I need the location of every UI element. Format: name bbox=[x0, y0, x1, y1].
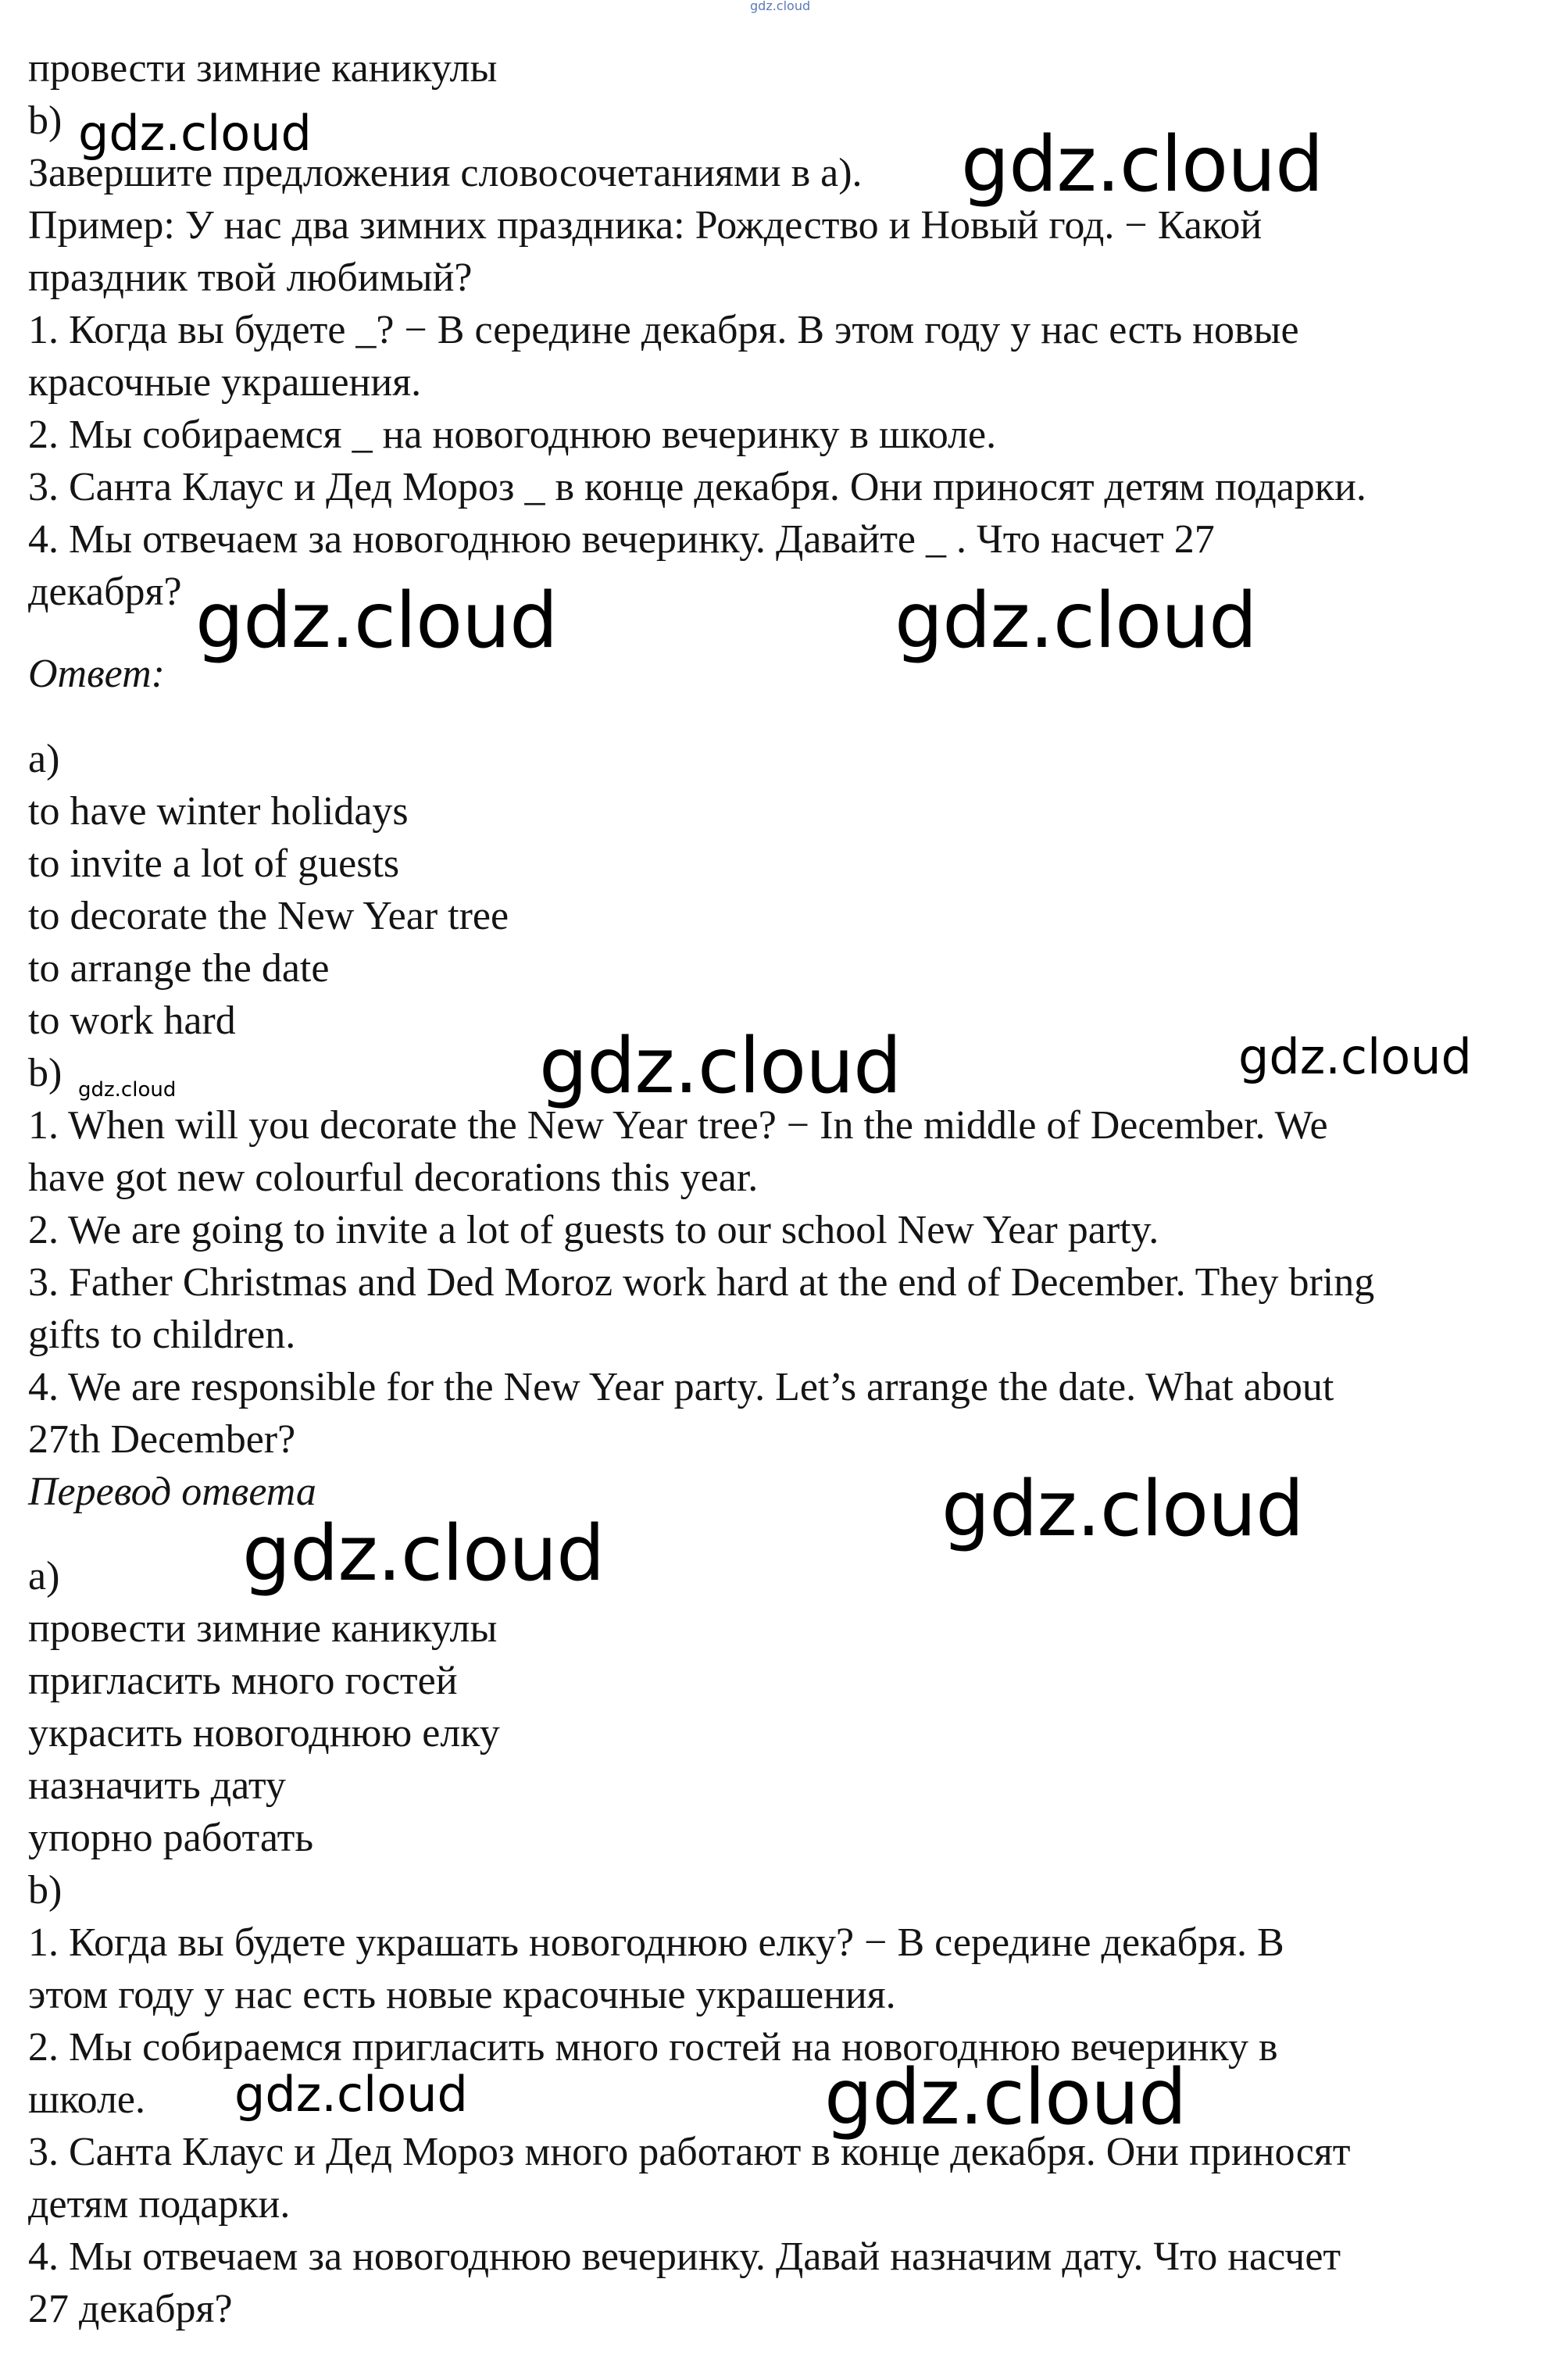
translation-t2-line2: школе. bbox=[28, 2077, 146, 2122]
watermark: gdz.cloud bbox=[961, 120, 1323, 209]
answer-a-item: to invite a lot of guests bbox=[28, 841, 400, 886]
answer-b1-line1: 1. When will you decorate the New Year tree? − In the middle of December. We bbox=[28, 1103, 1328, 1148]
translation-t2-line1: 2. Мы собираемся пригласить много гостей на новогоднюю вечеринку в bbox=[28, 2025, 1278, 2070]
translation-a-item: украсить новогоднюю елку bbox=[28, 1711, 500, 1756]
answer-a-item: to arrange the date bbox=[28, 946, 330, 991]
translation-a-item: провести зимние каникулы bbox=[28, 1606, 498, 1651]
task-q3: 3. Санта Клаус и Дед Мороз _ в конце декабря. Они приносят детям подарки. bbox=[28, 465, 1366, 509]
translation-a-item: назначить дату bbox=[28, 1763, 286, 1808]
watermark: gdz.cloud bbox=[1238, 1028, 1472, 1085]
translation-t3-line1: 3. Санта Клаус и Дед Мороз много работают в конце декабря. Они приносят bbox=[28, 2130, 1351, 2174]
task-q2: 2. Мы собираемся _ на новогоднюю вечеринку в школе. bbox=[28, 413, 997, 457]
translation-t3-line2: детям подарки. bbox=[28, 2182, 291, 2227]
watermark: gdz.cloud bbox=[539, 1022, 902, 1111]
translation-heading: Перевод ответа bbox=[28, 1470, 316, 1514]
translation-t1-line1: 1. Когда вы будете украшать новогоднюю елку? − В середине декабря. В bbox=[28, 1920, 1284, 1965]
watermark: gdz.cloud bbox=[195, 577, 558, 666]
answer-b3-line1: 3. Father Christmas and Ded Moroz work hard at the end of December. They bring bbox=[28, 1260, 1375, 1305]
task-example-line1: Пример: У нас два зимних праздника: Рождество и Новый год. − Какой bbox=[28, 203, 1263, 248]
translation-t4-line1: 4. Мы отвечаем за новогоднюю вечеринку. Давай назначим дату. Что насчет bbox=[28, 2234, 1341, 2279]
task-q4-line1: 4. Мы отвечаем за новогоднюю вечеринку. Давайте _ . Что насчет 27 bbox=[28, 517, 1215, 562]
answer-b4-line1: 4. We are responsible for the New Year party. Let’s arrange the date. What about bbox=[28, 1365, 1334, 1409]
answer-a-item: to work hard bbox=[28, 998, 236, 1043]
translation-a-item: пригласить много гостей bbox=[28, 1659, 458, 1703]
answer-a-item: to decorate the New Year tree bbox=[28, 894, 509, 938]
task-b-label: b) bbox=[28, 98, 63, 143]
answer-a-item: to have winter holidays bbox=[28, 789, 409, 834]
answer-b-label: b) bbox=[28, 1051, 63, 1095]
translation-t1-line2: этом году у нас есть новые красочные украшения. bbox=[28, 1973, 896, 2017]
watermark: gdz.cloud bbox=[242, 1509, 605, 1598]
translation-b-label: b) bbox=[28, 1868, 63, 1913]
answer-heading: Ответ: bbox=[28, 652, 165, 696]
watermark: gdz.cloud bbox=[750, 0, 811, 13]
answer-a-label: а) bbox=[28, 737, 60, 781]
watermark: gdz.cloud bbox=[941, 1465, 1304, 1554]
task-q4-line2: декабря? bbox=[28, 570, 182, 614]
watermark: gdz.cloud bbox=[78, 105, 312, 162]
watermark: gdz.cloud bbox=[234, 2066, 468, 2123]
watermark: gdz.cloud bbox=[78, 1078, 177, 1102]
translation-a-label: а) bbox=[28, 1554, 60, 1598]
translation-t4-line2: 27 декабря? bbox=[28, 2287, 233, 2331]
answer-b1-line2: have got new colourful decorations this year. bbox=[28, 1155, 759, 1200]
translation-a-item: упорно работать bbox=[28, 1816, 314, 1860]
task-instruction: Завершите предложения словосочетаниями в а). bbox=[28, 151, 863, 195]
task-line-first: провести зимние каникулы bbox=[28, 46, 498, 91]
answer-b3-line2: gifts to children. bbox=[28, 1313, 296, 1357]
task-example-line2: праздник твой любимый? bbox=[28, 255, 473, 300]
task-q1-line1: 1. Когда вы будете _? − В середине декабря. В этом году у нас есть новые bbox=[28, 308, 1299, 352]
answer-b2: 2. We are going to invite a lot of guests to our school New Year party. bbox=[28, 1208, 1159, 1252]
task-q1-line2: красочные украшения. bbox=[28, 360, 422, 405]
answer-b4-line2: 27th December? bbox=[28, 1417, 296, 1462]
watermark: gdz.cloud bbox=[824, 2053, 1187, 2142]
watermark: gdz.cloud bbox=[895, 577, 1257, 666]
